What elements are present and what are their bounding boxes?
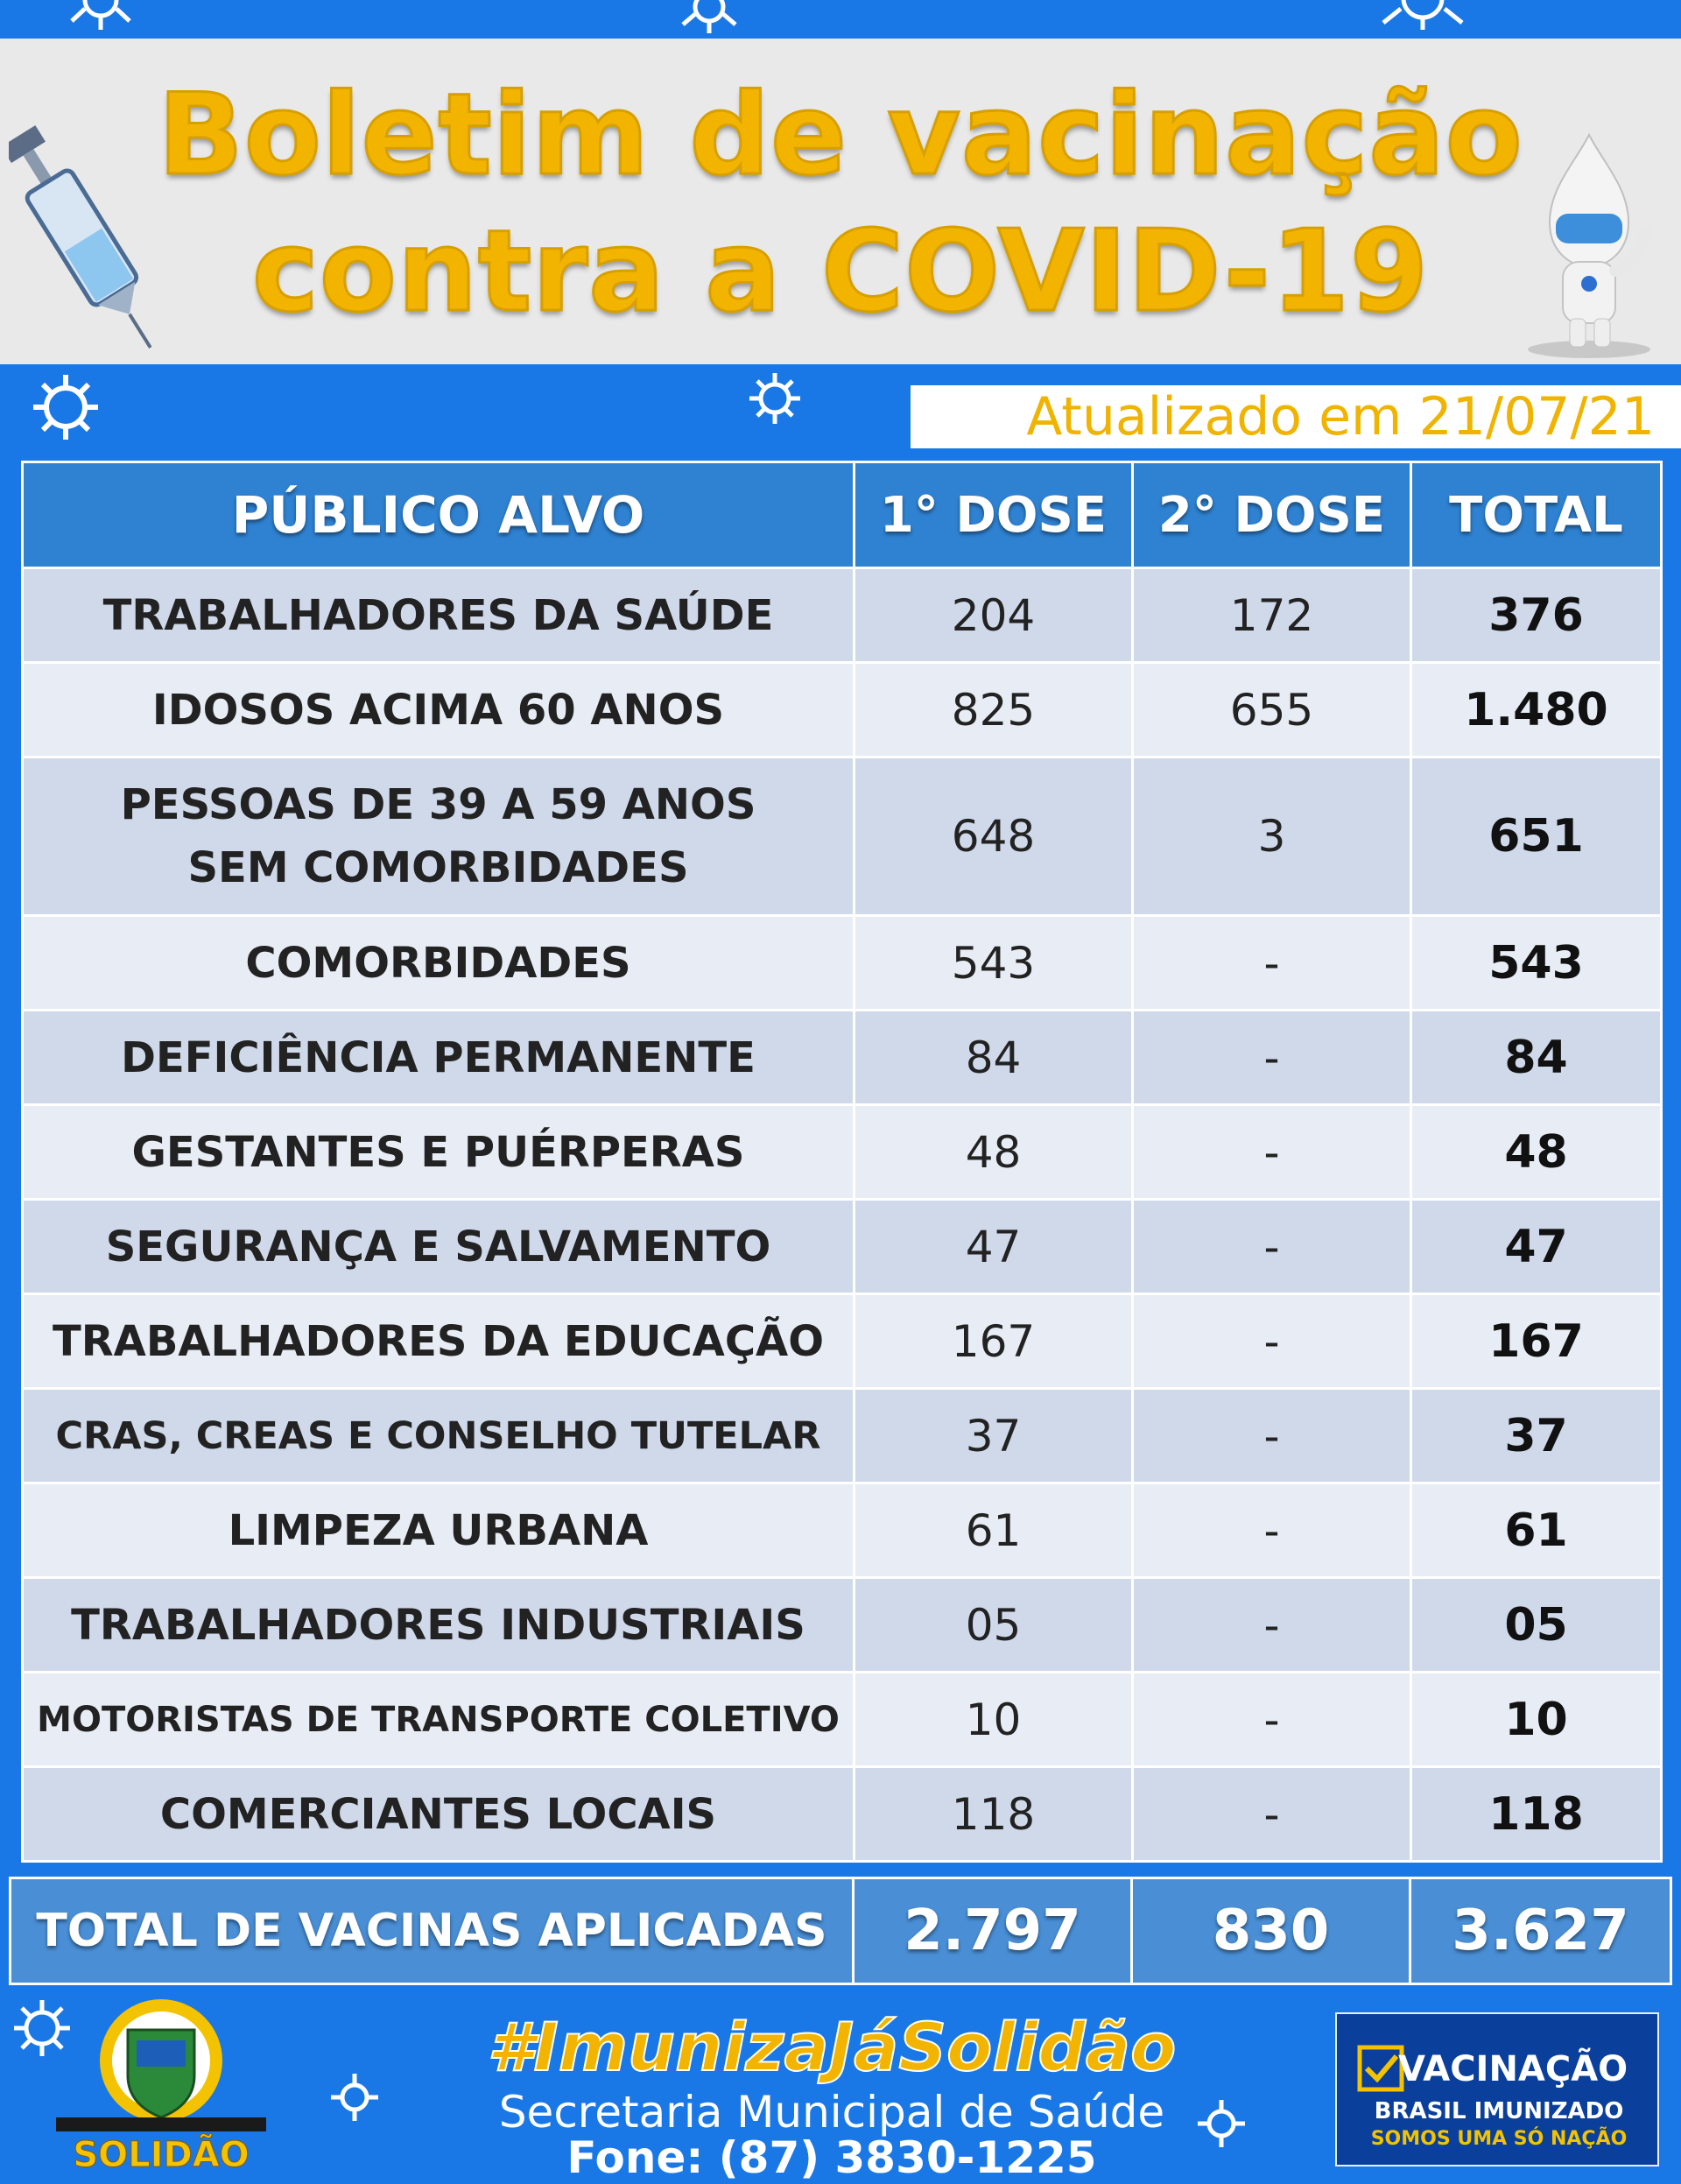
footer-hashtag: #ImunizaJáSolidão	[487, 2008, 1177, 2086]
row-dose1: 61	[855, 1483, 1133, 1578]
totals-dose1: 2.797	[904, 1899, 1081, 1963]
row-dose1: 825	[855, 663, 1133, 757]
virus-icon	[744, 368, 805, 429]
vaccination-table	[21, 461, 1663, 1863]
row-dose2: -	[1133, 1105, 1411, 1200]
row-label: GESTANTES E PUÉRPERAS	[23, 1105, 855, 1200]
row-dose2: -	[1133, 1011, 1411, 1105]
column-header-total: TOTAL	[1411, 462, 1662, 568]
table-row	[23, 1483, 1662, 1578]
row-dose1: 10	[855, 1673, 1133, 1767]
row-label: TRABALHADORES DA SAÚDE	[23, 568, 855, 663]
footer-department: Secretaria Municipal de Saúde	[498, 2087, 1165, 2138]
row-dose2: -	[1133, 1578, 1411, 1673]
column-header-dose1: 1° DOSE	[855, 462, 1133, 568]
table-row	[23, 1673, 1662, 1767]
virus-icon	[61, 0, 140, 35]
table-row	[23, 1200, 1662, 1294]
row-dose1: 167	[855, 1294, 1133, 1389]
row-dose1: 47	[855, 1200, 1133, 1294]
vaccination-badge	[1335, 2012, 1659, 2166]
virus-icon	[26, 368, 105, 447]
row-total: 47	[1411, 1200, 1662, 1294]
table-row	[23, 568, 1662, 663]
column-header-target: PÚBLICO ALVO	[23, 462, 855, 568]
table-row	[23, 1294, 1662, 1389]
row-total: 48	[1411, 1105, 1662, 1200]
totals-total: 3.627	[1452, 1899, 1629, 1963]
totals-dose2: 830	[1212, 1899, 1330, 1963]
row-dose2: 3	[1133, 757, 1411, 916]
row-total: 118	[1411, 1767, 1662, 1862]
row-dose1: 648	[855, 757, 1133, 916]
row-label: DEFICIÊNCIA PERMANENTE	[23, 1011, 855, 1105]
row-label-line2: SEM COMORBIDADES	[187, 843, 689, 892]
row-label: LIMPEZA URBANA	[23, 1483, 855, 1578]
table-row	[23, 1011, 1662, 1105]
row-total: 167	[1411, 1294, 1662, 1389]
row-label: COMERCIANTES LOCAIS	[23, 1767, 855, 1862]
updated-date: Atualizado em 21/07/21	[1026, 386, 1655, 447]
row-dose2: -	[1133, 1483, 1411, 1578]
row-dose2: 655	[1133, 663, 1411, 757]
row-total: 61	[1411, 1483, 1662, 1578]
row-label: COMORBIDADES	[23, 916, 855, 1011]
row-label: SEGURANÇA E SALVAMENTO	[23, 1200, 855, 1294]
row-dose1: 118	[855, 1767, 1133, 1862]
column-header-dose2: 2° DOSE	[1133, 462, 1411, 568]
virus-icon	[324, 2067, 385, 2128]
row-dose2: 172	[1133, 568, 1411, 663]
row-label: TRABALHADORES DA EDUCAÇÃO	[23, 1294, 855, 1389]
row-dose2: -	[1133, 1200, 1411, 1294]
row-dose2: -	[1133, 1767, 1411, 1862]
totals-label: TOTAL DE VACINAS APLICADAS	[36, 1905, 827, 1957]
row-dose2: -	[1133, 1673, 1411, 1767]
row-total: 376	[1411, 568, 1662, 663]
row-total: 05	[1411, 1578, 1662, 1673]
row-dose1: 37	[855, 1389, 1133, 1483]
table-row	[23, 1767, 1662, 1862]
row-total: 1.480	[1411, 663, 1662, 757]
virus-icon	[1375, 0, 1471, 35]
footer-phone: Fone: (87) 3830-1225	[566, 2132, 1097, 2183]
badge-title: VACINAÇÃO	[1398, 2049, 1628, 2089]
row-label: TRABALHADORES INDUSTRIAIS	[23, 1578, 855, 1673]
row-label: CRAS, CREAS E CONSELHO TUTELAR	[23, 1389, 855, 1483]
row-dose1: 48	[855, 1105, 1133, 1200]
virus-icon	[674, 0, 744, 39]
row-total: 84	[1411, 1011, 1662, 1105]
table-row	[23, 663, 1662, 757]
table-row	[23, 1105, 1662, 1200]
page-title-line2: contra a COVID-19	[252, 207, 1429, 337]
row-total: 37	[1411, 1389, 1662, 1483]
row-total: 651	[1411, 757, 1662, 916]
row-dose2: -	[1133, 1389, 1411, 1483]
row-total: 10	[1411, 1673, 1662, 1767]
badge-subtitle: BRASIL IMUNIZADO	[1374, 2098, 1624, 2124]
table-row	[23, 1578, 1662, 1673]
table-row	[23, 916, 1662, 1011]
row-dose1: 84	[855, 1011, 1133, 1105]
row-dose1: 05	[855, 1578, 1133, 1673]
totals-row	[9, 1877, 1672, 1985]
mascot-icon	[1519, 126, 1672, 363]
row-dose1: 204	[855, 568, 1133, 663]
table-row	[23, 757, 1662, 916]
table-header-row	[23, 462, 1662, 568]
row-label: MOTORISTAS DE TRANSPORTE COLETIVO	[23, 1673, 855, 1767]
badge-slogan: SOMOS UMA SÓ NAÇÃO	[1370, 2128, 1628, 2150]
row-total: 543	[1411, 916, 1662, 1011]
row-label	[23, 757, 855, 916]
title-banner	[0, 39, 1681, 364]
row-label-line1: PESSOAS DE 39 A 59 ANOS	[120, 780, 756, 829]
crest-icon	[39, 1995, 284, 2179]
row-dose1: 543	[855, 916, 1133, 1011]
row-label: IDOSOS ACIMA 60 ANOS	[23, 663, 855, 757]
table-row	[23, 1389, 1662, 1483]
row-dose2: -	[1133, 916, 1411, 1011]
page-title-line1: Boletim de vacinação	[158, 70, 1523, 201]
row-dose2: -	[1133, 1294, 1411, 1389]
crest-logo-text: SOLIDÃO	[73, 2135, 250, 2175]
